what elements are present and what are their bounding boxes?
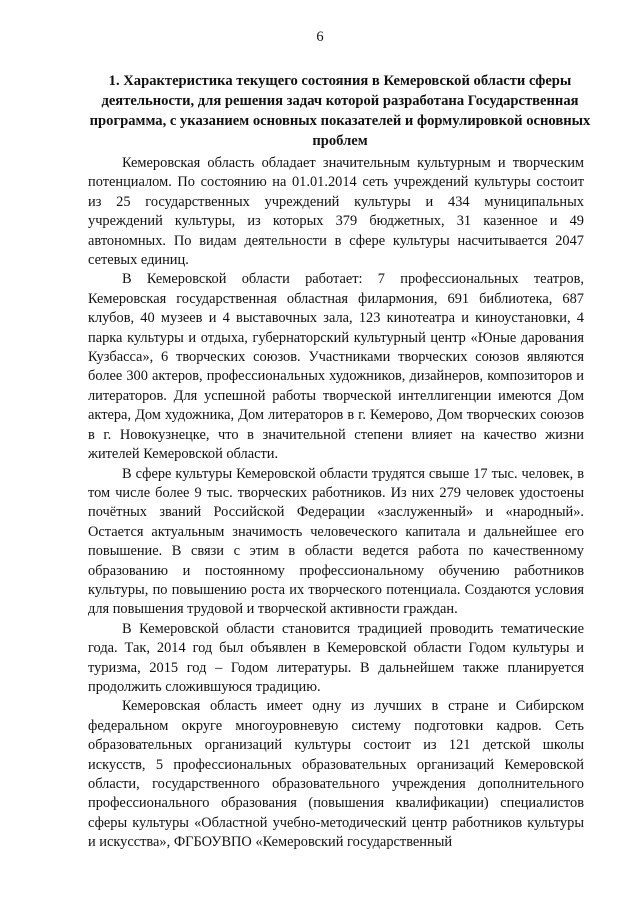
paragraph-institutions: В Кемеровской области работает: 7 профессиональных театров, Кемеровская государственная областная филармония, 691 библиотека, 687 клубов, 40 музеев и 4 выставочных зала, 123 кинотеатра и киноустановки, 4 парка культуры и отдыха, губернаторский культурный центр «Юные дарования Кузбасса», 6 творческих союзов. Участниками творческих союзов являются более 300 актеров, профессиональных художников, дизайнеров, композиторов и литераторов. Для успешной работы творческой интеллигенции имеются Дом актера, Дом художника, Дом литераторов в г. Кемерово, Дом творческих союзов в г. Новокузнецке, что в значительной степени влияет на качество жизни жителей Кемеровской области. xyxy=(88,271,584,463)
paragraph-education-system: Кемеровская область имеет одну из лучших в стране и Сибирском федеральном округе многоуровневую систему подготовки кадров. Сеть образовательных организаций культуры состоит из 121 детской школы искусств, 5 профессиональных образовательных организаций Кемеровской области, государственного образовательного учреждения дополнительного профессионального образования (повышения квалификации) специалистов сферы культуры «Областной учебно-методический центр работников культуры и искусства», ФГБОУВПО «Кемеровский государственный xyxy=(88,698,584,851)
paragraph-cultural-network: Кемеровская область обладает значительным культурным и творческим потенциалом. По состоянию на 01.01.2014 сеть учреждений культуры состоит из 25 государственных учреждений культуры и 434 муниципальных учреждений культуры, из которых 379 бюджетных, 31 казенное и 49 автономных. По видам деятельности в сфере культуры насчитывается 2047 сетевых единиц. xyxy=(88,155,584,269)
paragraph-thematic-years: В Кемеровской области становится традицией проводить тематические года. Так, 2014 год был объявлен в Кемеровской области Годом культуры и туризма, 2015 год – Годом литературы. В дальнейшем также планируется продолжить сложившуюся традицию. xyxy=(88,620,584,695)
paragraph-workforce: В сфере культуры Кемеровской области трудятся свыше 17 тыс. человек, в том числе более 9 тыс. творческих работников. Из них 279 человек удостоены почётных званий Российской Федерации «заслуженный» и «народный». Остается актуальным значимость человеческого капитала и дальнейшее его повышение. В связи с этим в области ведется работа по качественному образованию и постоянному профессиональному обучению работников культуры, по повышению роста их творческого потенциала. Создаются условия для повышения трудовой и творческой активности граждан. xyxy=(88,465,584,618)
section-heading: 1. Характеристика текущего состояния в Кемеровской области сферы деятельности, для решения задач которой разработана Государственная программа, с указанием основных показателей и формулировкой основных проблем xyxy=(89,73,591,149)
body-text xyxy=(88,154,584,853)
page-number: 6 xyxy=(316,29,324,45)
